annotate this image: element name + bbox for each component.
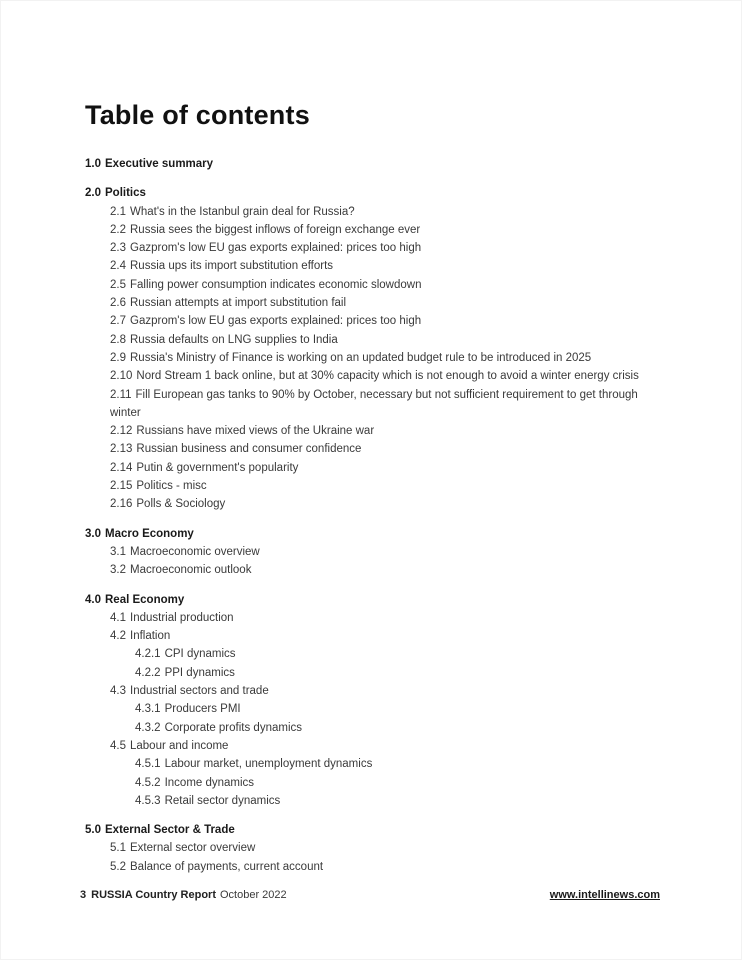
toc-entry	[85, 525, 663, 543]
toc-entry-number: 2.14	[110, 461, 133, 474]
toc-entry-number: 4.0	[85, 593, 101, 606]
toc-entry	[110, 349, 660, 367]
toc-entry-number: 3.1	[110, 545, 126, 558]
toc-entry-number: 2.6	[110, 297, 126, 310]
toc-entry-number: 4.2	[110, 630, 126, 643]
toc-entry-number: 4.2.2	[135, 666, 161, 679]
toc-entry-label: Income dynamics	[164, 776, 255, 789]
toc-entry	[85, 591, 663, 609]
toc-entry-label: Producers PMI	[164, 703, 241, 716]
toc-entry-number: 4.5.1	[135, 758, 161, 771]
toc-entry-number: 4.3.2	[135, 721, 161, 734]
page-title: Table of contents	[85, 100, 310, 130]
toc-entry	[110, 495, 660, 513]
toc-entry-label: Macroeconomic overview	[130, 545, 260, 558]
toc-entry-number: 2.16	[110, 498, 133, 511]
toc-entry	[135, 719, 660, 737]
toc-entry-number: 2.1	[110, 205, 126, 218]
toc-entry-number: 5.1	[110, 842, 126, 855]
toc-entry-number: 5.0	[85, 824, 101, 837]
toc-entry-label: Russians have mixed views of the Ukraine war	[136, 425, 375, 438]
toc-entry	[110, 331, 660, 349]
toc-entry-number: 3.0	[85, 527, 101, 540]
toc-entry-label: Real Economy	[105, 593, 185, 606]
toc-entry	[135, 792, 660, 810]
toc-entry-number: 2.4	[110, 260, 126, 273]
toc-entry-number: 2.0	[85, 187, 101, 200]
toc-entry-label: Corporate profits dynamics	[164, 721, 302, 734]
toc-entry-label: External sector overview	[130, 842, 256, 855]
toc-entry	[85, 184, 663, 202]
toc-entry-number: 2.11	[110, 388, 132, 401]
toc-entry-label: Industrial sectors and trade	[130, 685, 269, 698]
toc-entry	[110, 477, 660, 495]
toc-entry-label: Macro Economy	[105, 527, 194, 540]
toc-entry-number: 4.5	[110, 739, 126, 752]
toc-entry-label: Gazprom's low EU gas exports explained: prices too high	[130, 242, 422, 255]
toc-entry	[85, 821, 663, 839]
toc-entry	[110, 543, 660, 561]
toc-entry-label: Politics	[105, 187, 146, 200]
toc-entry-number: 5.2	[110, 860, 126, 873]
toc-entry	[110, 312, 660, 330]
toc-entry-number: 3.2	[110, 564, 126, 577]
footer-report-date: October 2022	[220, 889, 287, 901]
toc-entry	[110, 386, 660, 423]
toc-entry	[110, 257, 660, 275]
footer-website-link[interactable]: www.intellinews.com	[549, 889, 660, 901]
toc-entry-label: CPI dynamics	[164, 648, 236, 661]
toc-entry-number: 4.1	[110, 611, 126, 624]
toc-entry-label: Russian business and consumer confidence	[136, 443, 362, 456]
toc-entry-label: Gazprom's low EU gas exports explained: prices too high	[130, 315, 422, 328]
toc-entry-label: Putin & government's popularity	[136, 461, 299, 474]
toc-entry-number: 2.5	[110, 278, 126, 291]
page-content	[85, 100, 663, 876]
toc-entry-number: 4.5.3	[135, 794, 161, 807]
toc-entry-label: Macroeconomic outlook	[130, 564, 252, 577]
toc-entry-label: Labour and income	[130, 739, 229, 752]
toc-entry	[110, 737, 660, 755]
toc-entry	[110, 239, 660, 257]
toc-entry	[110, 459, 660, 477]
toc-entry	[110, 627, 660, 645]
toc-entry-label: Fill European gas tanks to 90% by October, necessary but not sufficient requirement to get through winter	[110, 388, 638, 419]
toc-entry-label: Falling power consumption indicates economic slowdown	[130, 278, 422, 291]
toc-entry	[135, 774, 660, 792]
toc-entry-label: Industrial production	[130, 611, 234, 624]
toc-entry-number: 1.0	[85, 158, 101, 170]
footer-report-title: RUSSIA Country Report	[91, 889, 216, 901]
toc-entry-number: 4.3	[110, 685, 126, 698]
toc-entry	[110, 367, 660, 385]
table-of-contents	[85, 155, 663, 876]
toc-entry-label: Russia sees the biggest inflows of foreign exchange ever	[130, 223, 421, 236]
toc-entry-label: Polls & Sociology	[136, 498, 226, 511]
toc-entry-number: 4.3.1	[135, 703, 161, 716]
toc-entry-number: 2.12	[110, 425, 133, 438]
toc-entry	[110, 839, 660, 857]
toc-entry-label: PPI dynamics	[164, 666, 235, 679]
toc-entry-number: 4.5.2	[135, 776, 161, 789]
page-footer	[80, 889, 660, 901]
toc-entry	[85, 155, 663, 173]
toc-entry	[135, 755, 660, 773]
toc-entry	[110, 294, 660, 312]
toc-entry-label: Russia defaults on LNG supplies to India	[130, 333, 338, 346]
toc-entry	[110, 682, 660, 700]
toc-entry-label: Executive summary	[105, 158, 214, 170]
toc-entry-number: 2.8	[110, 333, 126, 346]
toc-entry	[135, 700, 660, 718]
toc-entry-label: External Sector & Trade	[105, 824, 235, 837]
toc-entry-label: Inflation	[130, 630, 171, 643]
toc-entry-number: 2.3	[110, 242, 126, 255]
toc-entry	[110, 609, 660, 627]
footer-report-info	[80, 889, 287, 901]
toc-entry-label: Russian attempts at import substitution fail	[130, 297, 347, 310]
toc-entry-label: Labour market, unemployment dynamics	[164, 758, 373, 771]
toc-entry-number: 2.7	[110, 315, 126, 328]
toc-entry-number: 2.13	[110, 443, 133, 456]
toc-entry	[135, 645, 660, 663]
toc-entry	[135, 664, 660, 682]
toc-entry-label: Politics - misc	[136, 480, 207, 493]
toc-entry-number: 4.2.1	[135, 648, 161, 661]
toc-entry-label: Russia ups its import substitution efforts	[130, 260, 334, 273]
toc-entry	[110, 276, 660, 294]
toc-entry-label: Nord Stream 1 back online, but at 30% capacity which is not enough to avoid a winter energy crisis	[136, 370, 639, 383]
toc-entry	[110, 440, 660, 458]
toc-entry	[110, 561, 660, 579]
toc-entry-label: What's in the Istanbul grain deal for Russia?	[130, 205, 355, 218]
toc-entry-number: 2.15	[110, 480, 133, 493]
toc-entry-number: 2.9	[110, 351, 126, 364]
toc-entry-label: Balance of payments, current account	[130, 860, 324, 873]
footer-page-number: 3	[80, 889, 87, 901]
toc-entry-number: 2.10	[110, 370, 133, 383]
toc-entry	[110, 203, 660, 221]
toc-entry	[110, 422, 660, 440]
toc-entry-number: 2.2	[110, 223, 126, 236]
toc-entry-label: Russia's Ministry of Finance is working on an updated budget rule to be introduced in 2025	[130, 351, 592, 364]
toc-entry	[110, 221, 660, 239]
toc-entry	[110, 858, 660, 876]
toc-entry-label: Retail sector dynamics	[164, 794, 281, 807]
